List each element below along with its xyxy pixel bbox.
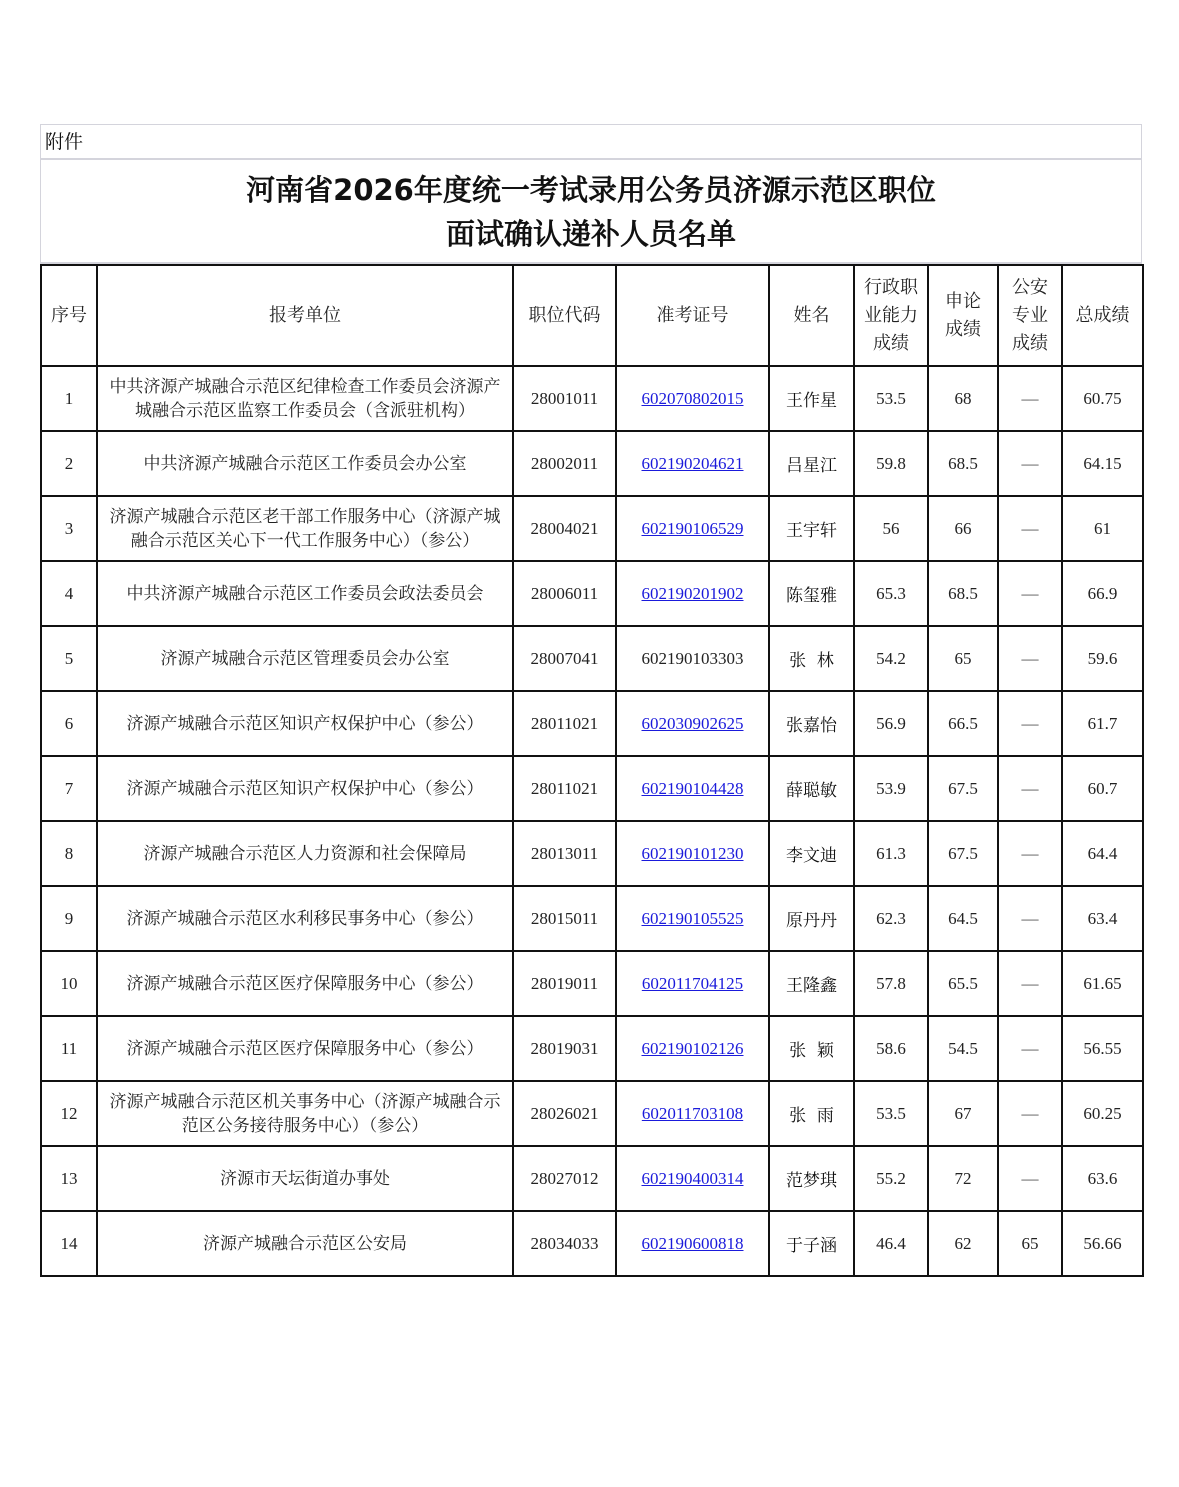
cell-ticket-no [616,1081,769,1146]
cell-police: — [998,1146,1062,1211]
page-title [40,160,1142,264]
header-unit: 报考单位 [97,265,513,366]
header-ticket-no: 准考证号 [616,265,769,366]
cell-police: — [998,366,1062,431]
header-shenlun: 申论 成绩 [928,265,998,366]
cell-name: 王作星 [769,366,854,431]
cell-police: — [998,951,1062,1016]
ticket-link[interactable]: 602190102126 [641,1038,744,1058]
table-row [41,1146,1143,1211]
ticket-link[interactable]: 602030902625 [641,713,744,733]
cell-index: 3 [41,496,97,561]
cell-xingce: 65.3 [854,561,928,626]
header-police: 公安 专业 成绩 [998,265,1062,366]
table-row [41,886,1143,951]
cell-index: 6 [41,691,97,756]
cell-police: — [998,626,1062,691]
cell-unit: 济源市天坛街道办事处 [97,1146,513,1211]
ticket-link[interactable]: 602190201902 [641,583,744,603]
table-row [41,1081,1143,1146]
cell-name: 王宇轩 [769,496,854,561]
cell-unit: 中共济源产城融合示范区工作委员会政法委员会 [97,561,513,626]
cell-index: 1 [41,366,97,431]
cell-total: 64.4 [1062,821,1143,886]
cell-name: 范梦琪 [769,1146,854,1211]
cell-position-code: 28011021 [513,756,616,821]
cell-name: 张嘉怡 [769,691,854,756]
cell-name: 吕星江 [769,431,854,496]
cell-police: — [998,821,1062,886]
cell-position-code: 28004021 [513,496,616,561]
header-position-code: 职位代码 [513,265,616,366]
ticket-link[interactable]: 602190400314 [641,1168,744,1188]
cell-name: 原丹丹 [769,886,854,951]
cell-unit: 济源产城融合示范区知识产权保护中心（参公） [97,691,513,756]
cell-position-code: 28026021 [513,1081,616,1146]
cell-total: 56.66 [1062,1211,1143,1276]
table-row [41,821,1143,886]
ticket-link[interactable]: 602011704125 [641,973,744,993]
title-line-1: 河南省2026年度统一考试录用公务员济源示范区职位 [246,173,936,207]
ticket-link[interactable]: 602011703108 [641,1103,744,1123]
cell-unit: 中共济源产城融合示范区纪律检查工作委员会济源产城融合示范区监察工作委员会（含派驻机构） [97,366,513,431]
cell-xingce: 62.3 [854,886,928,951]
cell-position-code: 28019031 [513,1016,616,1081]
cell-position-code: 28002011 [513,431,616,496]
table-row [41,756,1143,821]
ticket-link[interactable]: 602190204621 [641,453,744,473]
cell-shenlun: 72 [928,1146,998,1211]
cell-index: 14 [41,1211,97,1276]
cell-shenlun: 65 [928,626,998,691]
cell-unit: 济源产城融合示范区水利移民事务中心（参公） [97,886,513,951]
cell-position-code: 28006011 [513,561,616,626]
cell-xingce: 53.5 [854,1081,928,1146]
cell-unit: 济源产城融合示范区人力资源和社会保障局 [97,821,513,886]
cell-name: 李文迪 [769,821,854,886]
cell-shenlun: 67.5 [928,756,998,821]
candidate-table [40,264,1144,1277]
cell-position-code: 28001011 [513,366,616,431]
cell-xingce: 55.2 [854,1146,928,1211]
cell-ticket-no [616,821,769,886]
cell-police: — [998,431,1062,496]
cell-unit: 济源产城融合示范区知识产权保护中心（参公） [97,756,513,821]
cell-police: — [998,1081,1062,1146]
cell-position-code: 28011021 [513,691,616,756]
cell-xingce: 61.3 [854,821,928,886]
cell-shenlun: 68.5 [928,431,998,496]
cell-unit: 济源产城融合示范区公安局 [97,1211,513,1276]
cell-index: 13 [41,1146,97,1211]
cell-shenlun: 64.5 [928,886,998,951]
cell-xingce: 46.4 [854,1211,928,1276]
cell-ticket-no [616,431,769,496]
cell-unit: 中共济源产城融合示范区工作委员会办公室 [97,431,513,496]
cell-ticket-no [616,951,769,1016]
cell-shenlun: 65.5 [928,951,998,1016]
cell-unit: 济源产城融合示范区老干部工作服务中心（济源产城融合示范区关心下一代工作服务中心）（参公） [97,496,513,561]
cell-unit: 济源产城融合示范区医疗保障服务中心（参公） [97,1016,513,1081]
cell-total: 59.6 [1062,626,1143,691]
cell-total: 61.65 [1062,951,1143,1016]
ticket-link[interactable]: 602190600818 [641,1233,744,1253]
cell-name: 陈玺雅 [769,561,854,626]
cell-position-code: 28027012 [513,1146,616,1211]
ticket-link[interactable]: 602190106529 [641,518,744,538]
cell-position-code: 28019011 [513,951,616,1016]
table-row [41,951,1143,1016]
cell-shenlun: 66.5 [928,691,998,756]
cell-position-code: 28034033 [513,1211,616,1276]
cell-total: 66.9 [1062,561,1143,626]
cell-index: 10 [41,951,97,1016]
cell-xingce: 58.6 [854,1016,928,1081]
cell-name: 薛聪敏 [769,756,854,821]
cell-ticket-no [616,496,769,561]
cell-shenlun: 66 [928,496,998,561]
header-xingce: 行政职 业能力 成绩 [854,265,928,366]
cell-index: 4 [41,561,97,626]
cell-shenlun: 67.5 [928,821,998,886]
table-row [41,626,1143,691]
cell-shenlun: 62 [928,1211,998,1276]
table-row [41,1211,1143,1276]
cell-ticket-no [616,691,769,756]
cell-ticket-no [616,366,769,431]
table-row [41,561,1143,626]
cell-total: 60.25 [1062,1081,1143,1146]
cell-total: 64.15 [1062,431,1143,496]
cell-xingce: 53.5 [854,366,928,431]
cell-ticket-no [616,886,769,951]
cell-position-code: 28007041 [513,626,616,691]
cell-xingce: 54.2 [854,626,928,691]
cell-unit: 济源产城融合示范区医疗保障服务中心（参公） [97,951,513,1016]
cell-unit: 济源产城融合示范区机关事务中心（济源产城融合示范区公务接待服务中心）（参公） [97,1081,513,1146]
cell-total: 56.55 [1062,1016,1143,1081]
cell-name: 张 林 [769,626,854,691]
cell-ticket-no [616,1211,769,1276]
cell-total: 61.7 [1062,691,1143,756]
cell-total: 60.7 [1062,756,1143,821]
cell-shenlun: 68 [928,366,998,431]
attachment-label: 附件 [40,124,1142,160]
cell-xingce: 57.8 [854,951,928,1016]
cell-index: 5 [41,626,97,691]
header-name: 姓名 [769,265,854,366]
cell-position-code: 28015011 [513,886,616,951]
ticket-text: 602190103303 [641,648,744,668]
cell-index: 9 [41,886,97,951]
cell-name: 张 雨 [769,1081,854,1146]
ticket-link[interactable]: 602070802015 [641,388,744,408]
cell-shenlun: 68.5 [928,561,998,626]
cell-name: 张 颖 [769,1016,854,1081]
cell-index: 12 [41,1081,97,1146]
cell-police: — [998,561,1062,626]
cell-police: 65 [998,1211,1062,1276]
cell-name: 王隆鑫 [769,951,854,1016]
cell-police: — [998,691,1062,756]
cell-xingce: 56 [854,496,928,561]
table-row [41,366,1143,431]
cell-ticket-no [616,1146,769,1211]
cell-shenlun: 54.5 [928,1016,998,1081]
cell-ticket-no [616,756,769,821]
cell-total: 63.6 [1062,1146,1143,1211]
header-index: 序号 [41,265,97,366]
table-row [41,496,1143,561]
cell-police: — [998,496,1062,561]
table-row [41,691,1143,756]
cell-xingce: 53.9 [854,756,928,821]
cell-police: — [998,756,1062,821]
cell-xingce: 59.8 [854,431,928,496]
cell-xingce: 56.9 [854,691,928,756]
cell-ticket-no [616,1016,769,1081]
cell-ticket-no [616,626,769,691]
cell-index: 2 [41,431,97,496]
ticket-link[interactable]: 602190104428 [641,778,744,798]
table-row [41,1016,1143,1081]
title-line-2: 面试确认递补人员名单 [445,217,736,251]
table-header-row [41,265,1143,366]
cell-name: 于子涵 [769,1211,854,1276]
cell-police: — [998,886,1062,951]
cell-index: 7 [41,756,97,821]
cell-unit: 济源产城融合示范区管理委员会办公室 [97,626,513,691]
cell-index: 8 [41,821,97,886]
cell-total: 63.4 [1062,886,1143,951]
header-total: 总成绩 [1062,265,1143,366]
cell-ticket-no [616,561,769,626]
table-row [41,431,1143,496]
ticket-link[interactable]: 602190101230 [641,843,744,863]
cell-position-code: 28013011 [513,821,616,886]
cell-police: — [998,1016,1062,1081]
cell-index: 11 [41,1016,97,1081]
cell-shenlun: 67 [928,1081,998,1146]
cell-total: 60.75 [1062,366,1143,431]
ticket-link[interactable]: 602190105525 [641,908,744,928]
document-sheet [40,124,1142,1277]
cell-total: 61 [1062,496,1143,561]
